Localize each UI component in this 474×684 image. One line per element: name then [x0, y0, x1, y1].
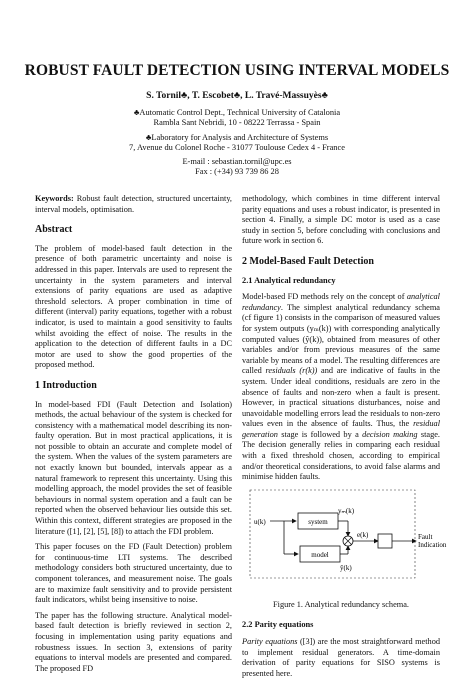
intro-paragraph-3: The paper has the following structure. Analytical model-based fault detection is briefly reviewed in section 2, focusing in implementation using parity equations and robustness issues. In section 3, extensions of parity equations to interval models are presented and compared. The proposed FD: [35, 610, 232, 673]
model-block-label: model: [311, 550, 329, 559]
estimated-output-label: ŷ(k): [340, 563, 352, 572]
keywords-label: Keywords:: [35, 194, 74, 203]
section-2-heading: 2 Model-Based Fault Detection: [242, 255, 374, 267]
intro-continuation: methodology, which combines in time different interval parity equations and uses a robust indicator, is presented in section 4. Finally, a simple DC motor is used as a case study in section 5, before concluding with conclusions and future work in section 6.: [242, 194, 440, 246]
contact-email: E-mail : sebastian.tornil@upc.es: [182, 157, 292, 166]
decision-block: [378, 534, 392, 548]
analytical-redundancy-diagram: [242, 488, 447, 598]
diagram-input-label: u(k): [254, 517, 266, 526]
section-2-2-paragraph: Parity equations ([3]) are the most straightforward method to implement residual generators. A time-domain derivation of parity equations for SISO systems is presented here.: [242, 637, 440, 678]
intro-paragraph-1: In model-based FDI (Fault Detection and Isolation) methods, the actual behaviour of the system is checked for consistency with a mathematical model describing its non-faulty operation. But in most practical applications, it is not possible to obtain an accurate and complete model of the system. When the values of the system parameters are not exactly known but bounded, intervals appear as a natural framework to represent this uncertainty. Using this modelling approach, the model provides the set of feasible behaviours in normal system operation and a fault can be reported when the observed behaviour lies outside this set. Within this context, different strategies are proposed in the literature ([1], [2], [5], [8]) to attach the FDI problem.: [35, 399, 232, 536]
abstract-text: The problem of model-based fault detection in the presence of both parametric uncertainty and noise is addressed in this paper. Intervals are used to represent the uncertainty in the system parameters and interval extensions of parity equations are used as adaptive threshold selectors. A proper combination in time of different (interval) parity equations, together with a robust indicator, is used to maintain a good sensitivity to faults whilst avoiding the effect of noise. The results in the application to the detection of different faults in a DC motor are used to show the good properties of the proposed method.: [35, 243, 232, 370]
fault-indication-label-line-1: Fault: [418, 532, 433, 541]
affiliation-2-line-1: ♣Laboratory for Analysis and Architecture of Systems: [145, 133, 329, 142]
subsection-2-2-heading: 2.2 Parity equations: [242, 620, 314, 630]
keywords-text: Robust fault detection, structured uncertainty, interval models, optimisation.: [35, 194, 232, 214]
figure-1-caption: Figure 1. Analytical redundancy schema.: [273, 599, 409, 609]
measured-output-label: yₘ(k): [338, 506, 355, 515]
subsection-2-1-heading: 2.1 Analytical redundancy: [242, 275, 336, 285]
paper-title: ROBUST FAULT DETECTION USING INTERVAL MODELS: [24, 62, 450, 79]
keywords: [35, 194, 232, 215]
system-block-label: system: [308, 517, 328, 526]
affiliation-2-line-2: 7, Avenue du Colonel Roche - 31077 Toulouse Cedex 4 - France: [129, 143, 345, 152]
residual-label: e(k): [357, 530, 369, 539]
author-list: S. Tornil♣, T. Escobet♣, L. Travé-Massuyès♣: [146, 91, 328, 101]
section-2-1-paragraph: Model-based FD methods rely on the concept of analytical redundancy. The simplest analytical redundancy schema (cf figure 1) consists in the comparison of measured values for system outputs (yₘ(k)) with corresponding analytically computed values (ŷ(k)), obtained from measures of other variables and/or from previous measures of the same variable by means of a model. The resulting differences are called residuals (r(k)) and are indicative of faults in the system. Under ideal conditions, residuals are zero in the absence of faults and non-zero when a fault is present. However, in practical situations disturbances, noise and unavoidable modelling errors lead the residuals to non-zero values even in the absence of faults. Thus, the residual generation stage is followed by a decision making stage. The decision generally relies in comparing each residual with a fixed threshold chosen, according to empirical and/or theoretical considerations, to avoid false alarms and minimise hidden faults.: [242, 292, 441, 482]
abstract-heading: Abstract: [35, 224, 73, 236]
fault-indication-label-line-2: Indication: [418, 540, 447, 549]
diagram-svg: [242, 488, 447, 588]
right-column: [242, 194, 447, 684]
affiliation-1-line-2: Rambla Sant Nebridi, 10 - 08222 Terrassa - Spain: [153, 118, 321, 127]
left-column: [35, 194, 232, 679]
affiliation-1-line-1: ♣Automatic Control Dept., Technical University of Catalonia: [133, 108, 341, 117]
intro-paragraph-2: This paper focuses on the FD (Fault Detection) problem for continuous-time LTI systems. The described methodology considers both structured uncertainty, due to component tolerances, and measurement noise. The goals are to maximize fault sensitivity and to provide persistent fault indicators, whilst being insensitive to noise.: [35, 542, 232, 605]
contact-fax: Fax : (+34) 93 739 86 28: [195, 167, 279, 176]
intro-heading: 1 Introduction: [35, 379, 97, 391]
